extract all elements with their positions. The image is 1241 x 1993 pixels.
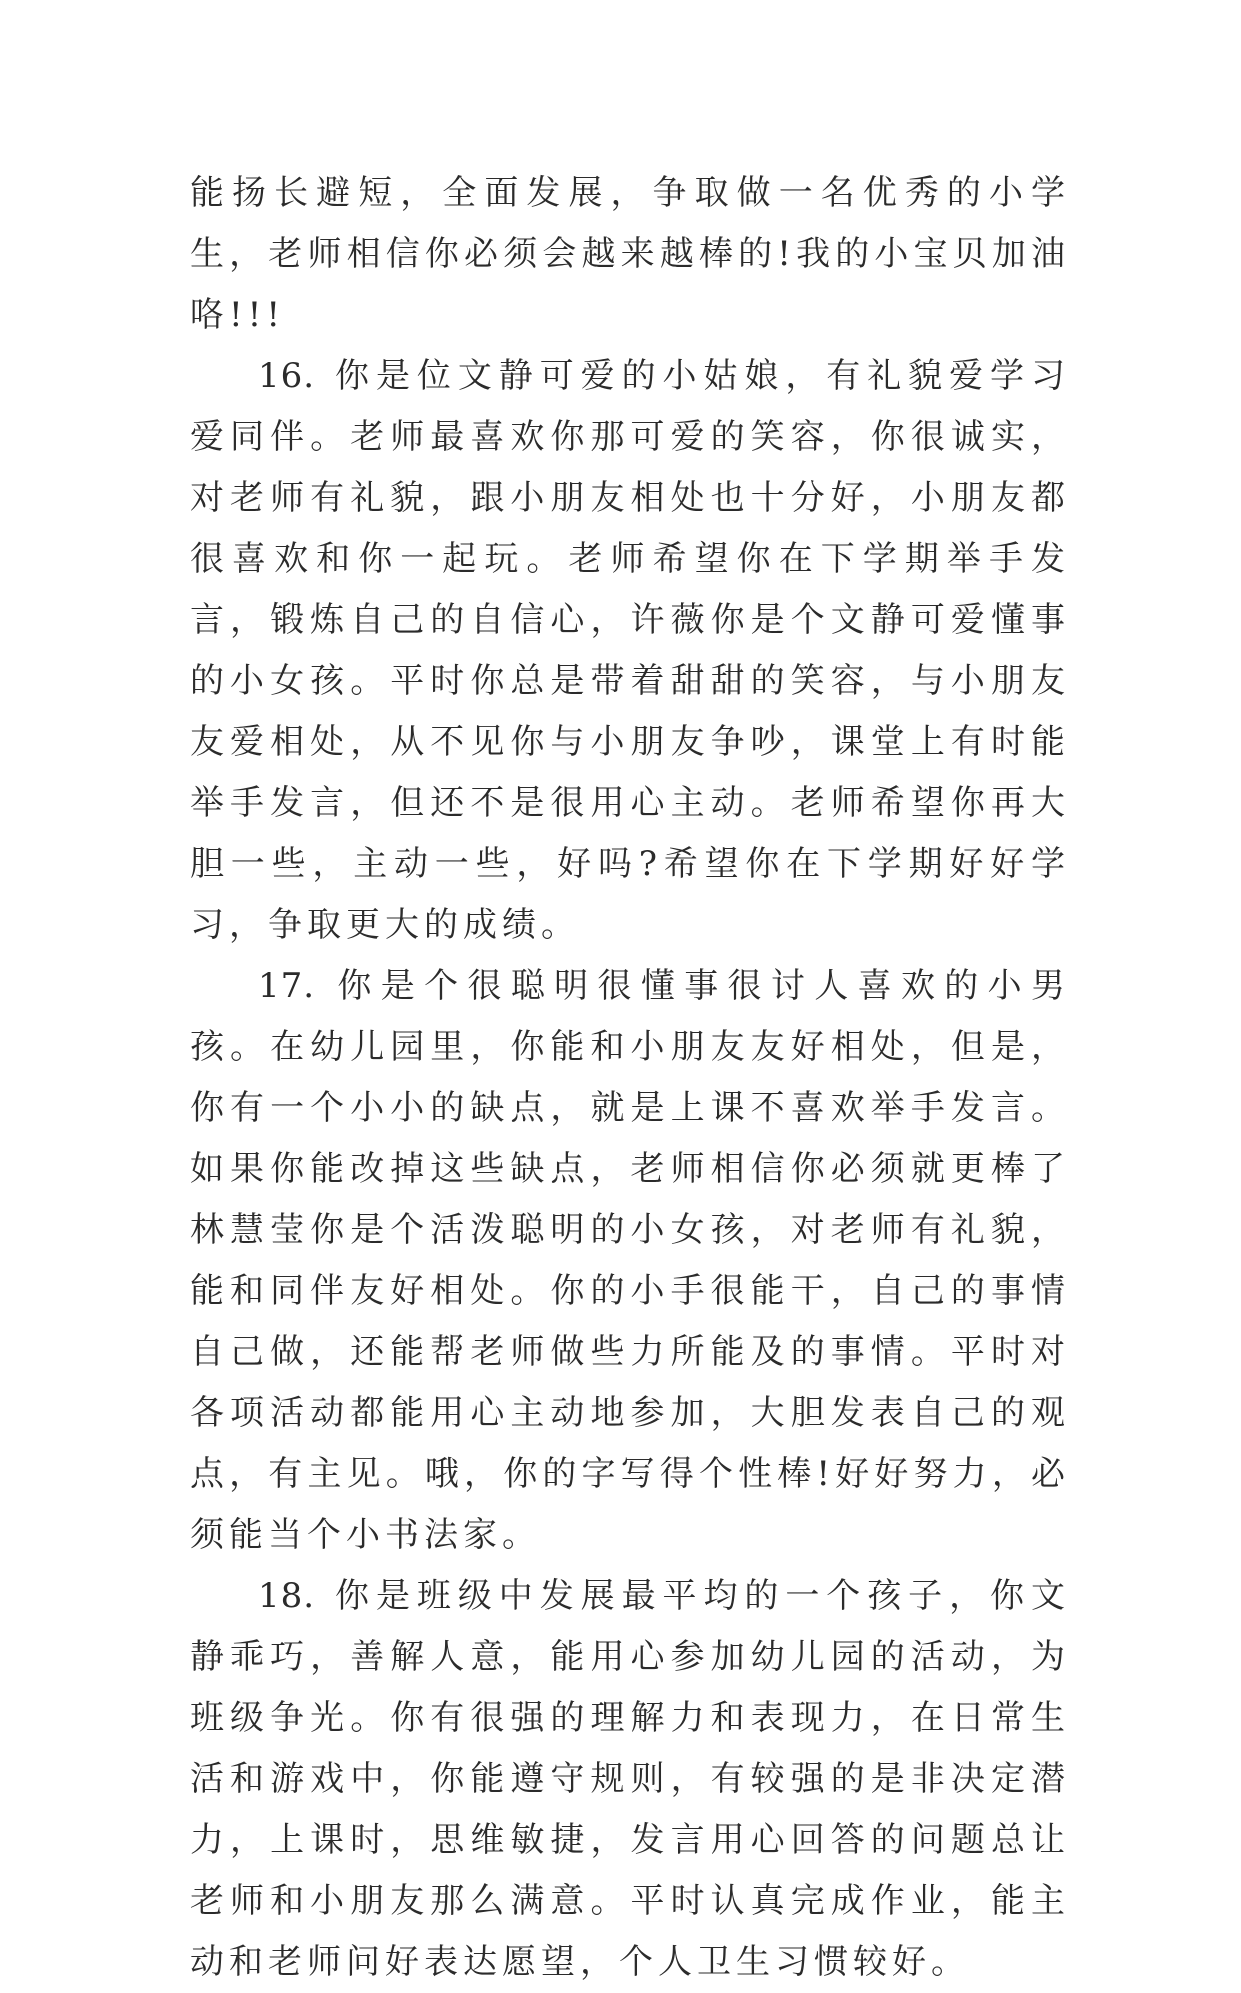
paragraph-text: 你是位文静可爱的小姑娘，有礼貌爱学习爱同伴。老师最喜欢你那可爱的笑容，你很诚实，对老师有礼貌，跟小朋友相处也十分好，小朋友都很喜欢和你一起玩。老师希望你在下学期举手发言，锻炼自己的自信心，许薇你是个文静可爱懂事的小女孩。平时你总是带着甜甜的笑容，与小朋友友爱相处，从不见你与小朋友争吵，课堂上有时能举手发言，但还不是很用心主动。老师希望你再大胆一些，主动一些，好吗?希望你在下学期好好学习，争取更大的成绩。 — [190, 356, 1070, 945]
paragraph-continued — [190, 163, 1070, 346]
paragraph-16 — [190, 346, 1070, 956]
paragraph-18 — [190, 1566, 1070, 1993]
paragraph-number: 16. — [258, 356, 316, 396]
body-text — [190, 163, 1070, 1993]
paragraph-text: 你是班级中发展最平均的一个孩子，你文静乖巧，善解人意，能用心参加幼儿园的活动，为班级争光。你有很强的理解力和表现力，在日常生活和游戏中，你能遵守规则，有较强的是非决定潜力，上课时，思维敏捷，发言用心回答的问题总让老师和小朋友那么满意。平时认真完成作业，能主动和老师问好表达愿望，个人卫生习惯较好。 — [190, 1576, 1070, 1982]
paragraph-number: 18. — [258, 1576, 316, 1616]
paragraph-17 — [190, 956, 1070, 1566]
paragraph-number: 17. — [258, 966, 316, 1006]
paragraph-text: 能扬长避短，全面发展，争取做一名优秀的小学生，老师相信你必须会越来越棒的!我的小宝贝加油咯!!! — [190, 173, 1070, 335]
paragraph-text: 你是个很聪明很懂事很讨人喜欢的小男孩。在幼儿园里，你能和小朋友友好相处，但是，你有一个小小的缺点，就是上课不喜欢举手发言。如果你能改掉这些缺点，老师相信你必须就更棒了林慧莹你是个活泼聪明的小女孩，对老师有礼貌，能和同伴友好相处。你的小手很能干，自己的事情自己做，还能帮老师做些力所能及的事情。平时对各项活动都能用心主动地参加，大胆发表自己的观点，有主见。哦，你的字写得个性棒!好好努力，必须能当个小书法家。 — [190, 966, 1070, 1555]
